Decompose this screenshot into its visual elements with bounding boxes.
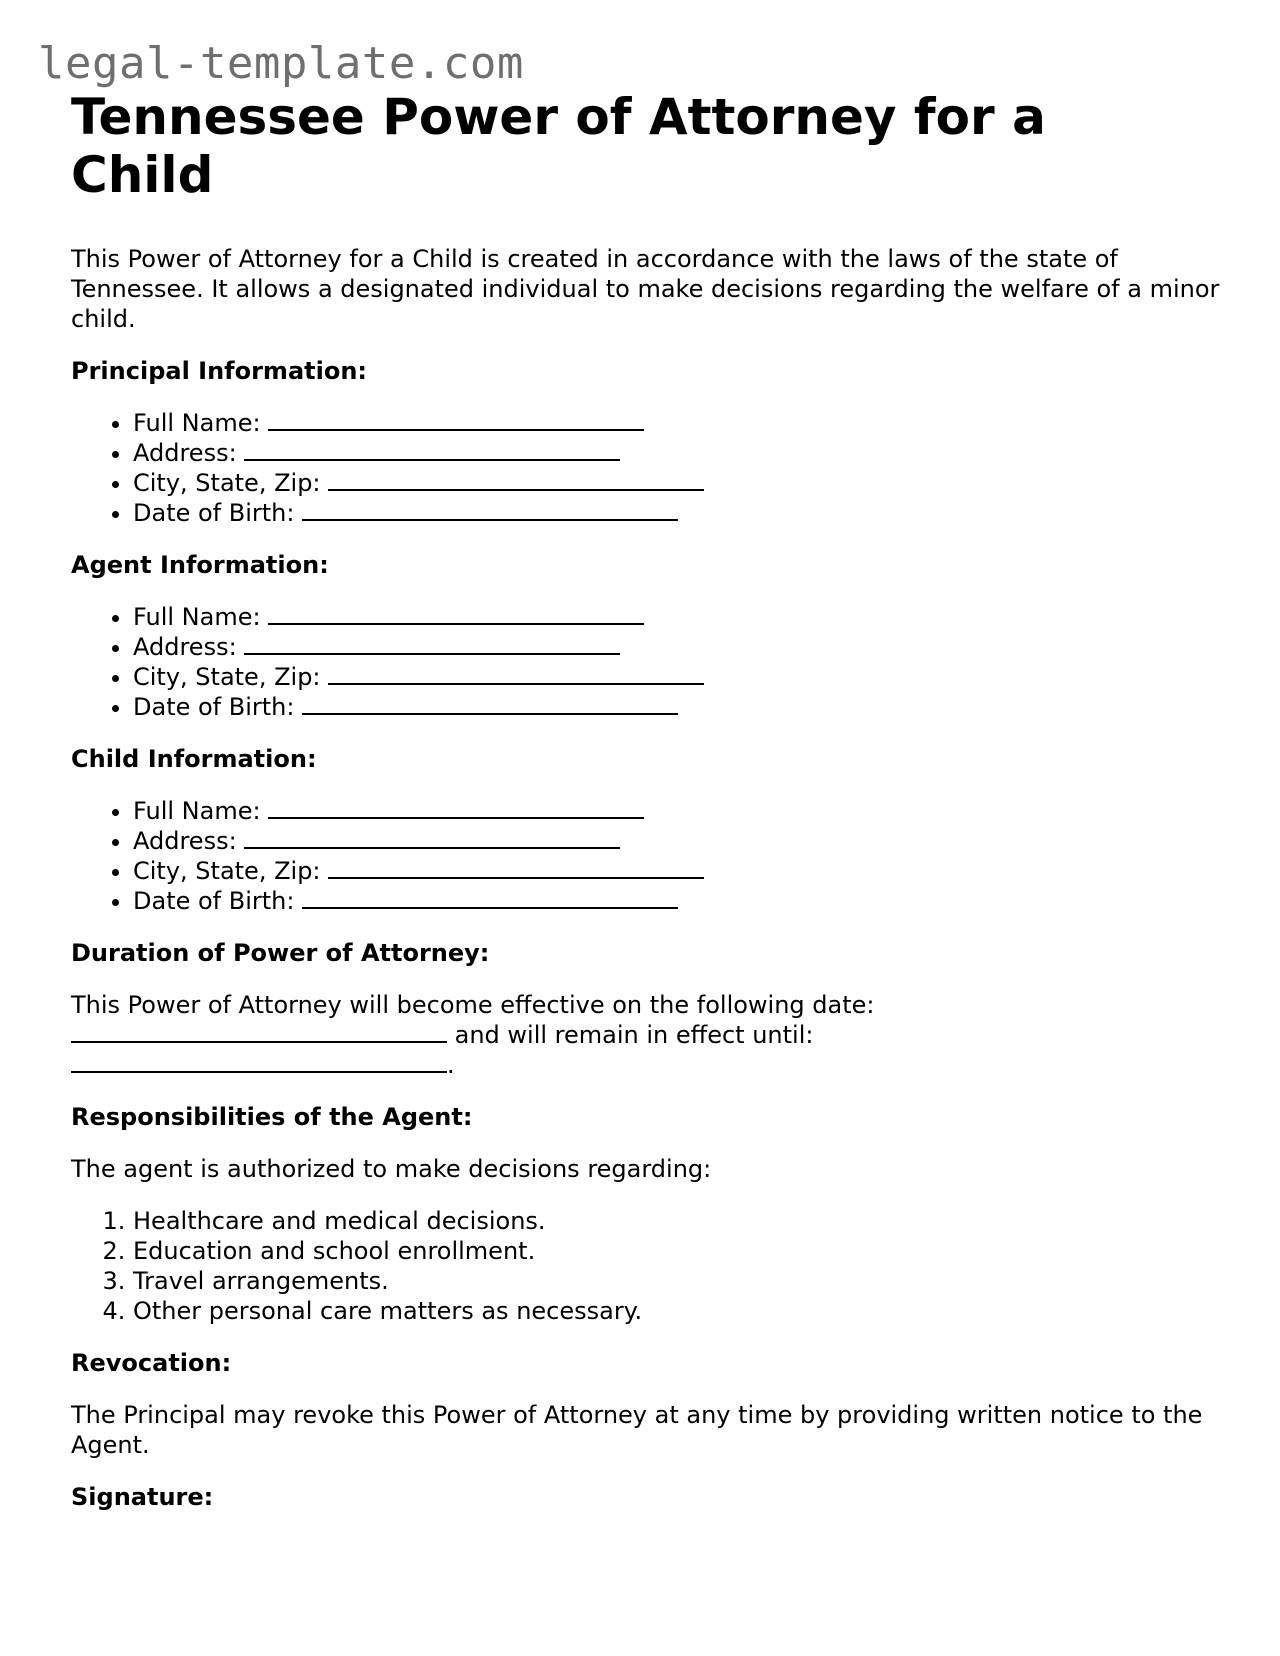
principal-dob-blank[interactable] — [302, 499, 678, 521]
principal-dob-item — [133, 498, 1221, 528]
responsibilities-list — [71, 1206, 1221, 1326]
responsibility-item: 3. Travel arrangements. — [133, 1266, 1221, 1296]
principal-full-name-item — [133, 408, 1221, 438]
intro-paragraph: This Power of Attorney for a Child is created in accordance with the laws of the state of Tennessee. It allows a designated individual to make decisions regarding the welfare of a minor child. — [71, 245, 1220, 333]
revocation-paragraph: The Principal may revoke this Power of Attorney at any time by providing written notice to the Agent. — [71, 1401, 1203, 1459]
effective-date-blank[interactable] — [71, 1021, 447, 1043]
watermark: legal-template.com — [38, 38, 524, 89]
duration-section — [71, 938, 1221, 1080]
revocation-section — [71, 1348, 1221, 1460]
field-label: Full Name: — [133, 409, 261, 437]
child-address-blank[interactable] — [244, 827, 620, 849]
child-city-state-zip-item — [133, 856, 1221, 886]
revocation-heading: Revocation: — [71, 1349, 232, 1377]
duration-text-mid: and will remain in effect until: — [454, 1021, 814, 1049]
principal-address-blank[interactable] — [244, 439, 620, 461]
field-label: Date of Birth: — [133, 887, 295, 915]
agent-city-state-zip-blank[interactable] — [328, 663, 704, 685]
principal-heading: Principal Information: — [71, 357, 368, 385]
field-label: Date of Birth: — [133, 693, 295, 721]
child-dob-item — [133, 886, 1221, 916]
principal-address-item — [133, 438, 1221, 468]
duration-paragraph — [71, 990, 1221, 1080]
agent-section — [71, 550, 1221, 722]
field-label: Address: — [133, 439, 237, 467]
responsibilities-heading: Responsibilities of the Agent: — [71, 1103, 473, 1131]
responsibility-item: 4. Other personal care matters as necessary. — [133, 1296, 1221, 1326]
principal-section — [71, 356, 1221, 528]
child-section — [71, 744, 1221, 916]
child-fields — [71, 796, 1221, 916]
child-city-state-zip-blank[interactable] — [328, 857, 704, 879]
responsibility-item: 1. Healthcare and medical decisions. — [133, 1206, 1221, 1236]
agent-address-blank[interactable] — [244, 633, 620, 655]
signature-section — [71, 1482, 1221, 1512]
agent-city-state-zip-item — [133, 662, 1221, 692]
child-dob-blank[interactable] — [302, 887, 678, 909]
field-label: Address: — [133, 633, 237, 661]
responsibilities-lead: The agent is authorized to make decisions regarding: — [71, 1155, 712, 1183]
agent-dob-item — [133, 692, 1221, 722]
responsibility-item: 2. Education and school enrollment. — [133, 1236, 1221, 1266]
child-full-name-blank[interactable] — [268, 797, 644, 819]
agent-full-name-item — [133, 602, 1221, 632]
field-label: City, State, Zip: — [133, 469, 321, 497]
field-label: Full Name: — [133, 797, 261, 825]
field-label: Address: — [133, 827, 237, 855]
agent-fields — [71, 602, 1221, 722]
principal-city-state-zip-blank[interactable] — [328, 469, 704, 491]
duration-heading: Duration of Power of Attorney: — [71, 939, 490, 967]
agent-dob-blank[interactable] — [302, 693, 678, 715]
signature-heading: Signature: — [71, 1483, 214, 1511]
agent-full-name-blank[interactable] — [268, 603, 644, 625]
principal-city-state-zip-item — [133, 468, 1221, 498]
field-label: Date of Birth: — [133, 499, 295, 527]
child-full-name-item — [133, 796, 1221, 826]
principal-full-name-blank[interactable] — [268, 409, 644, 431]
agent-heading: Agent Information: — [71, 551, 329, 579]
child-heading: Child Information: — [71, 745, 317, 773]
page-title: Tennessee Power of Attorney for a Child — [71, 88, 1046, 204]
field-label: City, State, Zip: — [133, 663, 321, 691]
field-label: Full Name: — [133, 603, 261, 631]
child-address-item — [133, 826, 1221, 856]
document-body — [71, 88, 1221, 1512]
end-date-blank[interactable] — [71, 1051, 447, 1073]
responsibilities-section — [71, 1102, 1221, 1326]
agent-address-item — [133, 632, 1221, 662]
field-label: City, State, Zip: — [133, 857, 321, 885]
duration-text-end: . — [447, 1051, 455, 1079]
principal-fields — [71, 408, 1221, 528]
duration-text-start: This Power of Attorney will become effective on the following date: — [71, 991, 875, 1019]
